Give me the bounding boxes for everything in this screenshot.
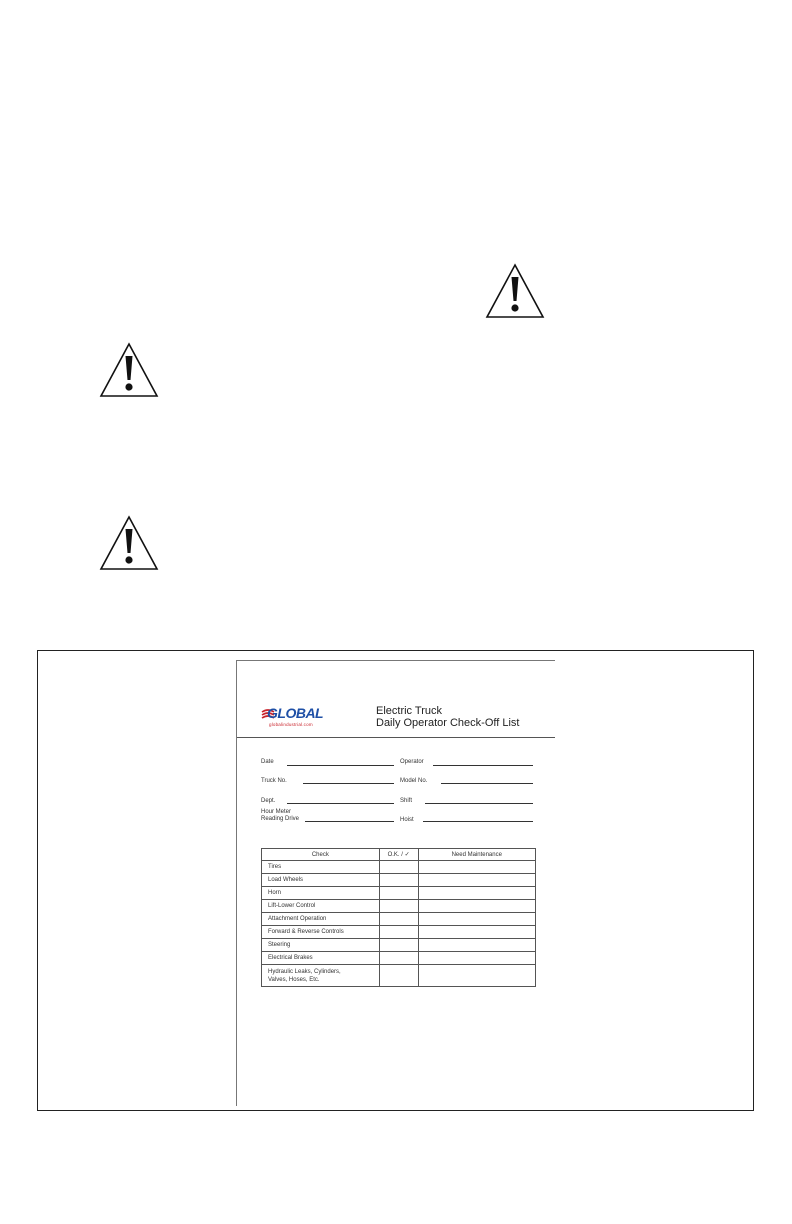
maintenance-cell[interactable] <box>418 952 535 965</box>
maintenance-cell[interactable] <box>418 926 535 939</box>
table-row <box>262 913 536 926</box>
maintenance-cell[interactable] <box>418 965 535 987</box>
operator-label: Operator <box>400 759 424 765</box>
date-line <box>287 765 394 766</box>
header-ok: O.K. / ✓ <box>379 849 418 861</box>
maintenance-cell[interactable] <box>418 939 535 952</box>
row-label <box>262 965 380 987</box>
checklist-title <box>376 705 519 729</box>
maintenance-cell[interactable] <box>418 900 535 913</box>
ok-cell[interactable] <box>379 900 418 913</box>
global-logo <box>261 705 324 731</box>
maintenance-cell[interactable] <box>418 861 535 874</box>
table-row <box>262 952 536 965</box>
checklist-sheet <box>236 660 555 1106</box>
logo-subtext: globalindustrial.com <box>269 722 313 727</box>
row-label-line-2: Valves, Hoses, Etc. <box>268 976 320 983</box>
model-no-label: Model No. <box>400 778 428 784</box>
ok-cell[interactable] <box>379 952 418 965</box>
title-line-2: Daily Operator Check-Off List <box>376 717 520 729</box>
row-label: Attachment Operation <box>262 913 380 926</box>
ok-cell[interactable] <box>379 939 418 952</box>
truck-no-line <box>303 783 394 784</box>
row-label: Forward & Reverse Controls <box>262 926 380 939</box>
header-need-maintenance: Need Maintenance <box>418 849 535 861</box>
date-label: Date <box>261 759 274 765</box>
hour-meter-label <box>261 809 299 823</box>
row-label-line-1: Hydraulic Leaks, Cylinders, <box>268 968 341 975</box>
maintenance-cell[interactable] <box>418 913 535 926</box>
header-check: Check <box>262 849 380 861</box>
row-label: Electrical Brakes <box>262 952 380 965</box>
row-label: Steering <box>262 939 380 952</box>
table-row <box>262 926 536 939</box>
table-row <box>262 887 536 900</box>
hour-meter-line-1: Hour Meter <box>261 809 292 815</box>
warning-icon <box>99 342 159 398</box>
ok-cell[interactable] <box>379 965 418 987</box>
dept-label: Dept. <box>261 798 276 804</box>
table-row <box>262 900 536 913</box>
warning-icon <box>99 515 159 571</box>
check-table <box>261 848 536 987</box>
ok-cell[interactable] <box>379 926 418 939</box>
table-row <box>262 965 536 987</box>
shift-line <box>425 803 533 804</box>
shift-label: Shift <box>400 798 413 804</box>
truck-no-label: Truck No. <box>261 778 287 784</box>
table-header-row <box>262 849 536 861</box>
ok-cell[interactable] <box>379 874 418 887</box>
warning-icon <box>485 263 545 319</box>
maintenance-cell[interactable] <box>418 874 535 887</box>
table-row <box>262 861 536 874</box>
row-label: Lift-Lower Control <box>262 900 380 913</box>
hoist-label: Hoist <box>400 817 414 823</box>
ok-cell[interactable] <box>379 913 418 926</box>
row-label: Tires <box>262 861 380 874</box>
dept-line <box>287 803 394 804</box>
model-no-line <box>441 783 533 784</box>
table-row <box>262 939 536 952</box>
row-label: Horn <box>262 887 380 900</box>
title-line-1: Electric Truck <box>376 705 443 717</box>
hour-meter-line-2: Reading Drive <box>261 816 300 822</box>
logo-text: GLOBAL <box>267 705 324 721</box>
hoist-line <box>423 821 533 822</box>
header-divider <box>237 737 555 738</box>
ok-cell[interactable] <box>379 861 418 874</box>
reading-drive-line <box>305 821 394 822</box>
table-row <box>262 874 536 887</box>
row-label: Load Wheels <box>262 874 380 887</box>
maintenance-cell[interactable] <box>418 887 535 900</box>
operator-line <box>433 765 533 766</box>
ok-cell[interactable] <box>379 887 418 900</box>
